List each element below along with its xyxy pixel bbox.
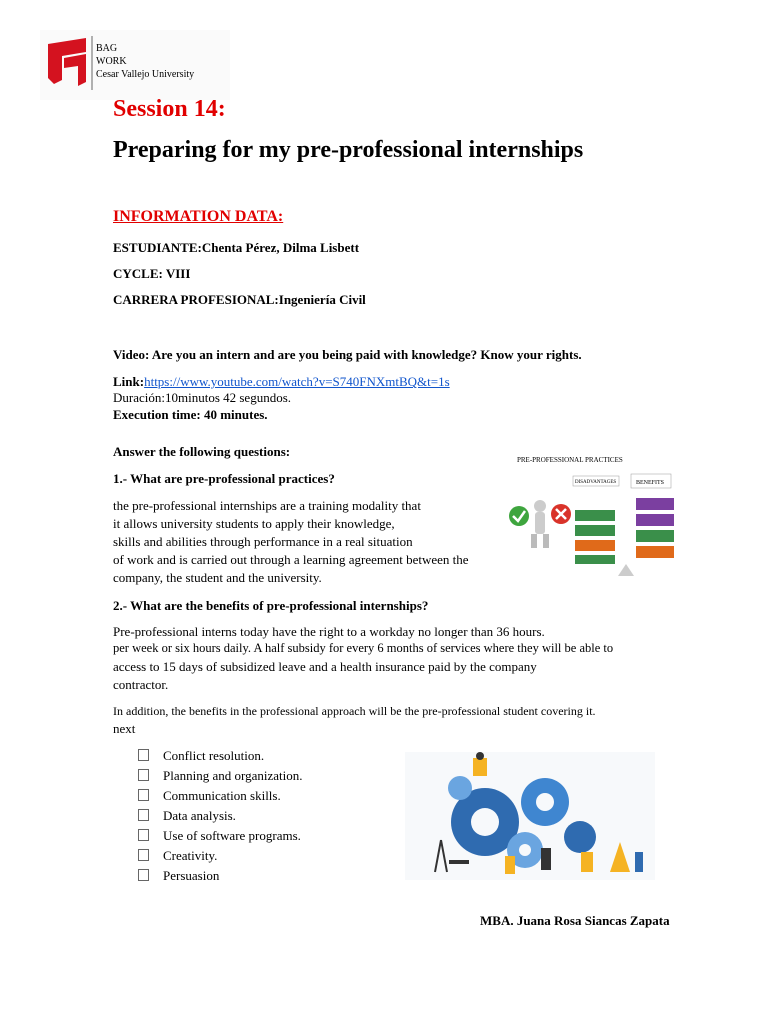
logo-line: Cesar Vallejo University — [96, 69, 195, 80]
benefit-label: Communication skills. — [163, 788, 281, 803]
duration: Duración:10minutos 42 segundos. — [113, 390, 292, 405]
benefit-item — [138, 848, 217, 864]
cycle: CYCLE: VIII — [113, 266, 191, 281]
answer-1-line: it allows university students to apply their knowledge, — [113, 516, 395, 531]
benefit-item — [138, 828, 301, 844]
pre-professional-practices-figure — [493, 448, 679, 586]
answer-2-line: access to 15 days of subsidized leave and a health insurance paid by the company — [113, 659, 537, 674]
page-title: Preparing for my pre-professional internships — [113, 137, 584, 163]
answer-3-line: next — [113, 721, 136, 736]
student-name: ESTUDIANTE:Chenta Pérez, Dilma Lisbett — [113, 240, 360, 255]
bullet-box-icon — [138, 849, 149, 861]
question-2: 2.- What are the benefits of pre-professional internships? — [113, 598, 429, 613]
benefit-label: Creativity. — [163, 848, 218, 863]
benefit-item — [138, 788, 281, 804]
link-label: Link: — [113, 374, 145, 389]
bullet-box-icon — [138, 769, 149, 781]
info-heading: INFORMATION DATA: — [113, 208, 284, 225]
bullet-box-icon — [138, 789, 149, 801]
answer-2-line: Pre-professional interns today have the right to a workday no longer than 36 hours. — [113, 624, 545, 639]
benefit-label: Data analysis. — [163, 808, 236, 823]
figure-right-tag: BENEFITS — [636, 480, 665, 486]
signature: MBA. Juana Rosa Siancas Zapata — [480, 913, 670, 928]
figure-left-tag: DISADVANTAGES — [575, 480, 617, 485]
answer-1-line: of work and is carried out through a learning agreement between the — [113, 552, 469, 567]
question-1: 1.- What are pre-professional practices? — [113, 471, 335, 486]
logo-line: WORK — [96, 56, 127, 67]
bullet-box-icon — [138, 749, 149, 761]
benefit-label: Planning and organization. — [163, 768, 303, 783]
answer-1-line: company, the student and the university. — [113, 570, 322, 585]
session-heading: Session 14: — [113, 96, 226, 122]
benefit-item — [138, 768, 302, 784]
bullet-box-icon — [138, 809, 149, 821]
bullet-box-icon — [138, 829, 149, 841]
career: CARRERA PROFESIONAL:Ingeniería Civil — [113, 292, 366, 307]
gears-teamwork-illustration — [405, 752, 655, 880]
answer-3-line: In addition, the benefits in the professional approach will be the pre-professional student covering it. — [113, 704, 596, 718]
logo-line: BAG — [96, 43, 118, 54]
figure-title: PRE-PROFESSIONAL PRACTICES — [517, 456, 623, 464]
video-title: Video: Are you an intern and are you being paid with knowledge? Know your rights. — [113, 347, 582, 362]
link-line — [113, 374, 450, 390]
benefit-label: Conflict resolution. — [163, 748, 265, 763]
answer-1-line: the pre-professional internships are a training modality that — [113, 498, 421, 513]
benefit-item — [138, 748, 264, 764]
benefit-label: Persuasion — [163, 868, 220, 883]
answer-heading: Answer the following questions: — [113, 444, 291, 459]
video-link[interactable]: https://www.youtube.com/watch?v=S740FNXmtBQ&t=1s — [144, 374, 450, 389]
bullet-box-icon — [138, 869, 149, 881]
execution-time: Execution time: 40 minutes. — [113, 407, 268, 422]
answer-2-line: per week or six hours daily. A half subsidy for every 6 months of services where they will be able to — [113, 641, 614, 655]
benefit-label: Use of software programs. — [163, 828, 301, 843]
answer-1-line: skills and abilities through performance in a real situation — [113, 534, 413, 549]
answer-2-line: contractor. — [113, 677, 169, 692]
benefit-item — [138, 868, 219, 884]
logo-text — [96, 42, 194, 81]
benefit-item — [138, 808, 236, 824]
